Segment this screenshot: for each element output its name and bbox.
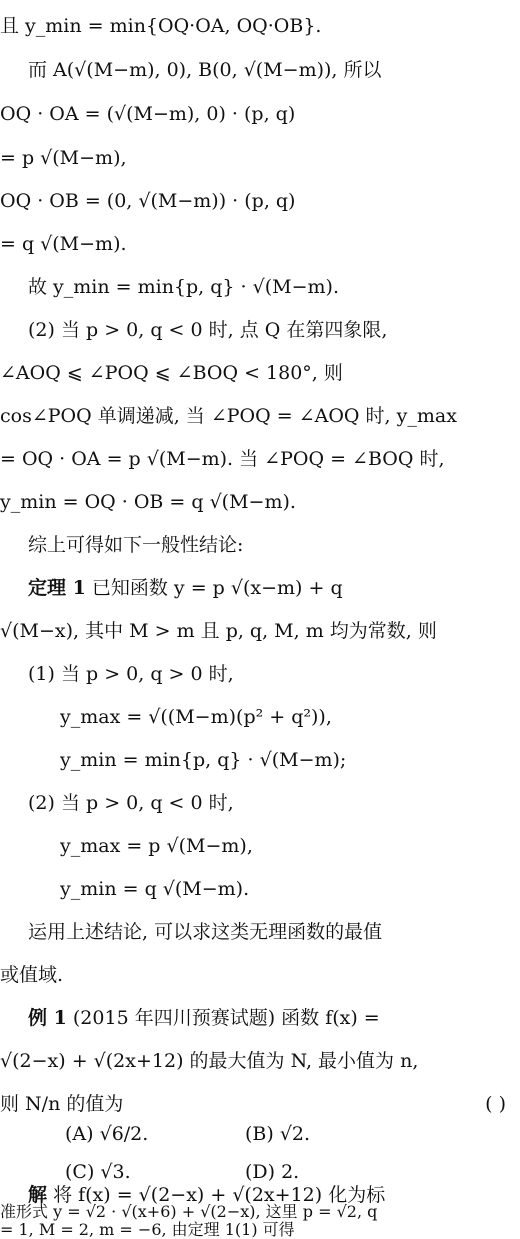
text-line: 故 y_min = min{p, q} · √(M−m). [28, 276, 339, 298]
text-line: ∠AOQ ⩽ ∠POQ ⩽ ∠BOQ < 180°, 则 [0, 362, 343, 384]
text-line: = OQ · OA = p √(M−m). 当 ∠POQ = ∠BOQ 时, [0, 448, 445, 470]
text-line: 综上可得如下一般性结论: [28, 534, 244, 556]
formula-line: y_min = min{p, q} · √(M−m); [60, 749, 347, 771]
theorem-text: 已知函数 y = p √(x−m) + q [91, 577, 343, 599]
text-line: √(2−x) + √(2x+12) 的最大值为 N, 最小值为 n, [0, 1050, 419, 1072]
text-line: 运用上述结论, 可以求这类无理函数的最值 [28, 921, 383, 943]
formula-line: y_max = p √(M−m), [60, 835, 253, 857]
question-text: 则 N/n 的值为 [0, 1093, 124, 1115]
text-line: 准形式 y = √2 · √(x+6) + √(2−x), 这里 p = √2, q [0, 1203, 378, 1221]
text-line: y_min = OQ · OB = q √(M−m). [0, 491, 296, 513]
text-line: 或值域. [0, 964, 64, 986]
text-line: 且 y_min = min{OQ·OA, OQ·OB}. [0, 15, 322, 37]
example-label: 例 1 [28, 1007, 67, 1029]
text-line: (2) 当 p > 0, q < 0 时, 点 Q 在第四象限, [28, 319, 388, 341]
solution-label: 解 [28, 1184, 48, 1206]
answer-blank: ( ) [485, 1093, 506, 1115]
text-line: √(M−x), 其中 M > m 且 p, q, M, m 均为常数, 则 [0, 620, 437, 642]
theorem-label: 定理 1 [28, 577, 86, 599]
formula-line: y_max = √((M−m)(p² + q²)), [60, 706, 332, 728]
example-text: (2015 年四川预赛试题) 函数 f(x) = [72, 1007, 380, 1029]
text-line: OQ · OB = (0, √(M−m)) · (p, q) [0, 190, 296, 212]
theorem-line [28, 566, 520, 610]
option-d: (D) 2. [245, 1161, 300, 1183]
text-line: cos∠POQ 单调递减, 当 ∠POQ = ∠AOQ 时, y_max [0, 405, 457, 427]
text-line: (2) 当 p > 0, q < 0 时, [28, 792, 234, 814]
option-c: (C) √3. [65, 1161, 131, 1183]
text-line: 而 A(√(M−m), 0), B(0, √(M−m)), 所以 [28, 59, 382, 81]
option-b: (B) √2. [245, 1123, 311, 1145]
option-a: (A) √6/2. [65, 1123, 149, 1145]
example-line [28, 996, 520, 1040]
formula-line: y_min = q √(M−m). [60, 878, 250, 900]
text-line: (1) 当 p > 0, q > 0 时, [28, 663, 234, 685]
text-line: = q √(M−m). [0, 233, 127, 255]
text-line: = p √(M−m), [0, 147, 127, 169]
solution-text: 将 f(x) = √(2−x) + √(2x+12) 化为标 [53, 1184, 386, 1206]
text-line: = 1, M = 2, m = −6, 由定理 1(1) 可得 [0, 1221, 295, 1239]
text-line: OQ · OA = (√(M−m), 0) · (p, q) [0, 103, 296, 125]
